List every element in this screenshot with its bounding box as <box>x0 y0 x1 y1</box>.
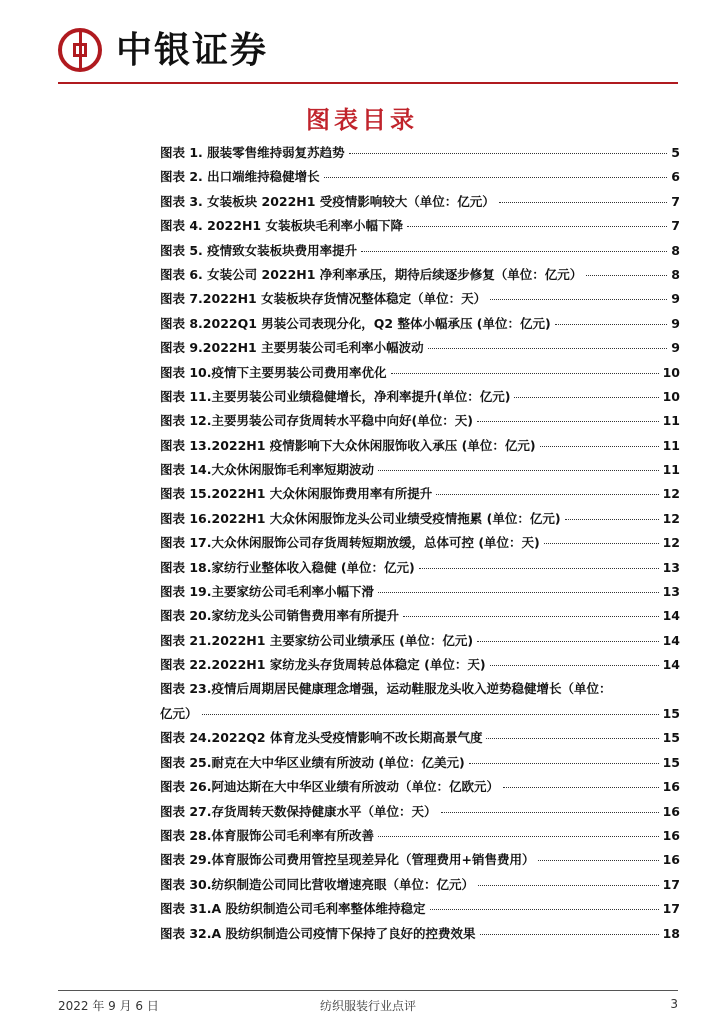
toc-entry-page: 7 <box>671 218 680 234</box>
toc-entry[interactable] <box>160 192 680 216</box>
toc-entry[interactable] <box>160 289 680 313</box>
dot-leader <box>503 787 659 788</box>
toc-entry-title: 图表 22.2022H1 家纺龙头存货周转总体稳定 (单位：天) <box>160 657 486 673</box>
toc-entry-page: 12 <box>662 535 680 551</box>
toc-entry-page: 13 <box>662 584 680 600</box>
toc-entry-page: 10 <box>662 388 680 404</box>
toc-entry-title: 图表 11.主要男装公司业绩稳健增长，净利率提升(单位：亿元) <box>160 388 511 404</box>
toc-entry[interactable] <box>160 265 680 289</box>
dot-leader <box>428 348 668 349</box>
dot-leader <box>378 470 659 471</box>
toc-entry-page: 6 <box>671 169 680 185</box>
footer <box>58 990 678 1013</box>
toc-entry-page: 17 <box>662 876 680 892</box>
toc-entry-title: 图表 31.A 股纺织制造公司毛利率整体维持稳定 <box>160 901 426 917</box>
dot-leader <box>391 373 659 374</box>
dot-leader <box>361 251 667 252</box>
dot-leader <box>480 934 659 935</box>
toc-entry-title: 图表 17.大众休闲服饰公司存货周转短期放缓，总体可控 (单位：天) <box>160 535 540 551</box>
dot-leader <box>478 885 659 886</box>
toc-entry-page: 11 <box>662 462 680 478</box>
dot-leader <box>538 860 658 861</box>
toc-entry-title: 图表 32.A 股纺织制造公司疫情下保持了良好的控费效果 <box>160 925 476 941</box>
toc-entry[interactable] <box>160 899 680 923</box>
toc-entry[interactable] <box>160 728 680 752</box>
toc-entry-title: 图表 25.耐克在大中华区业绩有所波动 (单位：亿美元) <box>160 754 465 770</box>
toc-entry[interactable] <box>160 484 680 508</box>
toc-entry[interactable] <box>160 143 680 167</box>
toc-entry-page: 16 <box>662 827 680 843</box>
toc-entry-title: 图表 1. 服装零售维持弱复苏趋势 <box>160 145 345 160</box>
toc-entry-page: 15 <box>662 754 680 770</box>
toc-entry[interactable] <box>160 216 680 240</box>
toc-entry-page: 17 <box>662 901 680 917</box>
toc-entry-page: 13 <box>662 559 680 575</box>
dot-leader <box>586 275 667 276</box>
header-rule <box>58 82 678 84</box>
toc-entry-title: 图表 24.2022Q2 体育龙头受疫情影响不改长期高景气度 <box>160 730 483 746</box>
dot-leader <box>477 421 659 422</box>
toc-entry-page: 18 <box>662 925 680 941</box>
dot-leader <box>378 592 659 593</box>
toc-entry-continuation <box>160 704 680 728</box>
toc-entry[interactable] <box>160 875 680 899</box>
toc-entry[interactable] <box>160 460 680 484</box>
dot-leader <box>555 324 668 325</box>
dot-leader <box>378 836 659 837</box>
toc-entry-page: 16 <box>662 779 680 795</box>
toc-entry-page: 9 <box>671 291 680 307</box>
table-of-figures <box>160 143 680 948</box>
toc-entry[interactable] <box>160 363 680 387</box>
toc-entry-page: 11 <box>662 413 680 429</box>
toc-entry-page: 16 <box>662 852 680 868</box>
dot-leader <box>540 446 659 447</box>
toc-entry-title: 图表 30.纺织制造公司同比营收增速亮眼（单位：亿元） <box>160 876 474 892</box>
brand-name: 中银证券 <box>116 29 269 71</box>
footer-date: 2022 年 9 月 6 日 <box>58 999 159 1013</box>
toc-entry-title: 图表 16.2022H1 大众休闲服饰龙头公司业绩受疫情拖累 (单位：亿元) <box>160 510 561 526</box>
toc-entry[interactable] <box>160 533 680 557</box>
toc-entry[interactable] <box>160 241 680 265</box>
dot-leader <box>490 665 659 666</box>
toc-entry-title: 图表 5. 疫情致女装板块费用率提升 <box>160 242 358 258</box>
toc-entry-page: 11 <box>662 437 680 453</box>
toc-entry-page: 14 <box>662 632 680 648</box>
toc-entry-title: 图表 2. 出口端维持稳健增长 <box>160 169 320 185</box>
dot-leader <box>499 202 667 203</box>
toc-entry[interactable] <box>160 436 680 460</box>
toc-entry[interactable] <box>160 509 680 533</box>
dot-leader <box>403 616 659 617</box>
page-title: 图表目录 <box>306 105 418 134</box>
toc-entry-title: 图表 4. 2022H1 女装板块毛利率小幅下降 <box>160 218 403 234</box>
dot-leader <box>407 226 667 227</box>
toc-entry-page: 12 <box>662 486 680 502</box>
toc-entry-page: 16 <box>662 803 680 819</box>
toc-entry-title: 图表 6. 女装公司 2022H1 净利率承压，期待后续逐步修复（单位：亿元） <box>160 266 583 282</box>
toc-entry[interactable] <box>160 558 680 582</box>
toc-entry[interactable] <box>160 411 680 435</box>
toc-entry-title: 图表 10.疫情下主要男装公司费用率优化 <box>160 364 387 380</box>
dot-leader <box>324 177 668 178</box>
toc-entry-page: 12 <box>662 510 680 526</box>
toc-entry-page: 15 <box>662 730 680 746</box>
toc-entry-title: 图表 7.2022H1 女装板块存货情况整体稳定（单位：天） <box>160 291 487 307</box>
dot-leader <box>419 568 659 569</box>
dot-leader <box>436 494 658 495</box>
dot-leader <box>430 909 659 910</box>
toc-entry-title: 图表 21.2022H1 主要家纺公司业绩承压 (单位：亿元) <box>160 632 474 648</box>
toc-entry-title: 图表 28.体育服饰公司毛利率有所改善 <box>160 827 374 843</box>
dot-leader <box>544 543 659 544</box>
toc-entry-title: 图表 12.主要男装公司存货周转水平稳中向好(单位：天) <box>160 413 473 429</box>
toc-entry-title: 图表 29.体育服饰公司费用管控呈现差异化（管理费用+销售费用） <box>160 852 535 868</box>
dot-leader <box>514 397 658 398</box>
footer-title: 纺织服装行业点评 <box>319 999 416 1013</box>
toc-entry[interactable] <box>160 802 680 826</box>
toc-entry[interactable] <box>160 850 680 874</box>
toc-entry[interactable] <box>160 680 680 729</box>
toc-entry[interactable] <box>160 314 680 338</box>
toc-entry[interactable] <box>160 606 680 630</box>
toc-entry-title-cont: 亿元） <box>160 705 198 721</box>
toc-entry[interactable] <box>160 777 680 801</box>
toc-entry-title: 图表 23.疫情后周期居民健康理念增强，运动鞋服龙头收入逆势稳健增长（单位： <box>160 680 612 696</box>
toc-entry-page: 14 <box>662 608 680 624</box>
boc-logo-icon <box>58 28 102 72</box>
toc-entry[interactable] <box>160 753 680 777</box>
toc-entry-title: 图表 20.家纺龙头公司销售费用率有所提升 <box>160 608 399 624</box>
toc-entry-title: 图表 26.阿迪达斯在大中华区业绩有所波动（单位：亿欧元） <box>160 779 499 795</box>
dot-leader <box>349 153 668 154</box>
toc-entry-title: 图表 3. 女装板块 2022H1 受疫情影响较大（单位：亿元） <box>160 193 495 209</box>
toc-entry-page: 14 <box>662 657 680 673</box>
toc-entry-page: 8 <box>671 242 680 258</box>
toc-entry[interactable] <box>160 167 680 191</box>
toc-entry-page: 7 <box>671 193 680 209</box>
dot-leader <box>441 812 659 813</box>
toc-entry[interactable] <box>160 631 680 655</box>
toc-entry-page: 15 <box>662 705 680 721</box>
toc-entry-title: 图表 14.大众休闲服饰毛利率短期波动 <box>160 462 374 478</box>
toc-entry-page: 9 <box>671 340 680 356</box>
toc-entry-title: 图表 13.2022H1 疫情影响下大众休闲服饰收入承压 (单位：亿元) <box>160 437 536 453</box>
toc-entry-page: 5 <box>671 145 680 160</box>
toc-entry-title: 图表 27.存货周转天数保持健康水平（单位：天） <box>160 803 437 819</box>
toc-entry-title: 图表 15.2022H1 大众休闲服饰费用率有所提升 <box>160 486 433 502</box>
header <box>58 24 678 80</box>
dot-leader <box>565 519 659 520</box>
toc-entry-title: 图表 9.2022H1 主要男装公司毛利率小幅波动 <box>160 340 424 356</box>
toc-entry[interactable] <box>160 338 680 362</box>
toc-entry[interactable] <box>160 387 680 411</box>
dot-leader <box>202 714 659 715</box>
toc-entry-title: 图表 18.家纺行业整体收入稳健 (单位：亿元) <box>160 559 415 575</box>
toc-entry[interactable] <box>160 826 680 850</box>
toc-entry[interactable] <box>160 924 680 948</box>
dot-leader <box>486 738 658 739</box>
toc-entry-page: 8 <box>671 266 680 282</box>
toc-entry-page: 10 <box>662 364 680 380</box>
toc-entry-title: 图表 8.2022Q1 男装公司表现分化，Q2 整体小幅承压 (单位：亿元) <box>160 315 551 331</box>
dot-leader <box>469 763 659 764</box>
page-number: 3 <box>670 997 678 1011</box>
dot-leader <box>477 641 659 642</box>
dot-leader <box>490 299 667 300</box>
toc-entry-page: 9 <box>671 315 680 331</box>
toc-entry[interactable] <box>160 582 680 606</box>
toc-entry-title: 图表 19.主要家纺公司毛利率小幅下滑 <box>160 584 374 600</box>
toc-entry[interactable] <box>160 655 680 679</box>
